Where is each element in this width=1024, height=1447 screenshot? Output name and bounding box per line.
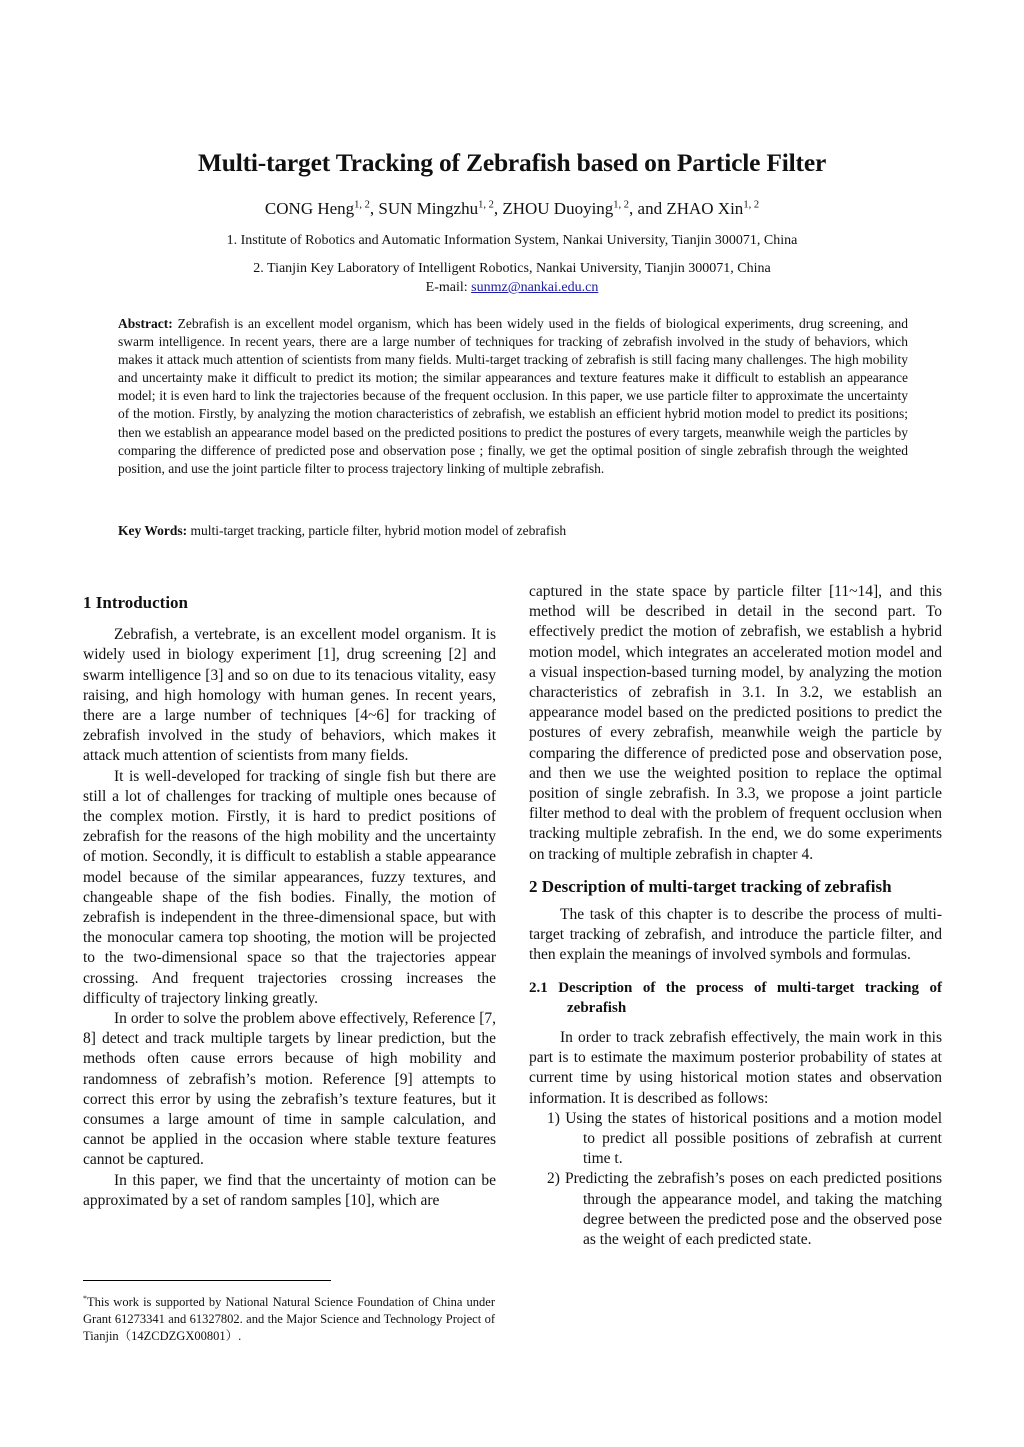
email-link[interactable]: sunmz@nankai.edu.cn xyxy=(471,280,599,295)
list-item: 1) Using the states of historical positions and a motion model to predict all possible positions of zebrafish at current time t. xyxy=(547,1109,942,1168)
keywords xyxy=(118,523,908,539)
keywords-text: multi-target tracking, particle filter, hybrid motion model of zebrafish xyxy=(190,523,567,538)
abstract-text: Zebrafish is an excellent model organism, which has been widely used in the fields of biological experiments, drug screening, and swarm intelligence. In recent years, there are a large number of techniques for tracking of zebrafish involved in the study of behaviors, which makes it attack much attention of scientists from many fields. Multi-target tracking of zebrafish is still facing many challenges. The high mobility and uncertainty make it difficult to predict its motion; the similar appearances and texture features make it difficult to establish an appearance model; it is even hard to link the trajectories because of the frequent occlusion. In this paper, we use particle filter to approximate the uncertainty of the motion. Firstly, by analyzing the motion characteristics of zebrafish, we establish an efficient hybrid motion model to predict its positions; then we establish an appearance model based on the predicted positions to predict the postures of every targets, meanwhile weigh the particles by comparing the difference of predicted pose and observation pose ; finally, we get the optimal position of single zebrafish through the weighted position, and use the joint particle filter to process trajectory linking of multiple zebrafish. xyxy=(118,316,908,476)
footnote-mark: * xyxy=(83,1294,87,1303)
paragraph: The task of this chapter is to describe the process of multi-target tracking of zebrafish, and introduce the particle filter, and then explain the meanings of involved symbols and formulas. xyxy=(529,906,942,964)
author-affiliation: 1, 2 xyxy=(478,199,494,211)
paragraph: Zebrafish, a vertebrate, is an excellent model organism. It is widely used in biology experiment [1], drug screening [2] and swarm intelligence [3] and so on due to its tenacious vitality, easy raising, and high homology with human genes. In recent years, there are a large number of techniques [4~6] for tracking of zebrafish involved in the study of behaviors, which makes it attack much attention of scientists from many fields. xyxy=(83,626,496,765)
footnote xyxy=(83,1290,495,1345)
author-name: ZHAO Xin xyxy=(666,199,744,218)
paper-title: Multi-target Tracking of Zebrafish based on Particle Filter xyxy=(197,148,827,177)
author-affiliation: 1, 2 xyxy=(743,199,760,211)
paragraph: It is well-developed for tracking of single fish but there are still a lot of challenges for tracking of multiple ones because of the complex motion. Firstly, it is hard to predict positions of zebrafish for the reasons of the high mobility and the uncertainty of motion. Secondly, it is difficult to establish a stable appearance model because of the similar appearances, fuzzy textures, and changeable shape of the fish bodies. Finally, the motion of zebrafish is independent in the three-dimensional space, but with the monocular camera top shooting, the motion will be projected to the two-dimensional space so that the trajectories appear crossing. And frequent trajectories crossing increases the difficulty of trajectory linking greatly. xyxy=(83,767,496,1007)
author-affiliation: 1, 2 xyxy=(613,199,630,211)
paragraph: captured in the state space by particle filter [11~14], and this method will be described in detail in the second part. To effectively predict the motion of zebrafish, we establish a hybrid motion model, which integrates an accelerated motion model and a visual inspection-based turning model, by analyzing the motion characteristics of zebrafish in 3.1. In 3.2, we establish an appearance model based on the predicted positions to predict the postures of every zebrafish, meanwhile weigh the particle by comparing the difference of predicted pose and observation pose, and then we use the weighted position to replace the optimal position of single zebrafish. In 3.3, we propose a joint particle filter method to deal with the problem of frequent occlusion when tracking multiple zebrafish. In the end, we do some experiments on tracking of multiple zebrafish in chapter 4. xyxy=(529,583,942,863)
footnote-rule xyxy=(83,1280,331,1281)
abstract xyxy=(118,315,908,478)
abstract-label: Abstract: xyxy=(118,316,173,331)
paragraph: In order to solve the problem above effectively, Reference [7, 8] detect and track multiple targets by linear prediction, but the methods often cause errors because of high mobility and randomness of zebrafish’s motion. Reference [9] attempts to correct this error by using the zebrafish’s texture features, but it consumes a large amount of time in sample calculation, and cannot be applied in the occasion where stable texture features cannot be captured. xyxy=(83,1010,496,1169)
author-name: SUN Mingzhu xyxy=(378,199,479,218)
left-column xyxy=(83,593,496,1211)
author-list: CONG Heng$^{1, 2}$, SUN Mingzhu$^{1, 2}$, ZHOU Duoying$^{1, 2}$, and ZHAO Xin$^{1, 2}$ xyxy=(264,199,760,218)
author-name: ZHOU Duoying xyxy=(502,199,614,218)
affiliation-1: 1. Institute of Robotics and Automatic Information System, Nankai University, Tianjin 300071, China xyxy=(226,233,798,248)
section-heading: 1 Introduction xyxy=(83,593,189,612)
keywords-label: Key Words: xyxy=(118,523,188,538)
paragraph: In order to track zebrafish effectively, the main work in this part is to estimate the maximum posterior probability of states at current time by using historical motion states and observation information. It is described as follows: xyxy=(529,1029,942,1107)
list-item: 2) Predicting the zebrafish’s poses on each predicted positions through the appearance model, and taking the matching degree between the predicted pose and the observed pose as the weight of each predicted state. xyxy=(547,1170,942,1249)
paragraph: In this paper, we find that the uncertainty of motion can be approximated by a set of random samples [10], which are xyxy=(83,1171,496,1209)
email-label: E-mail: xyxy=(425,280,472,295)
email-line xyxy=(0,280,1024,296)
footnote-text: This work is supported by National Natural Science Foundation of China under Grant 61273341 and 61327802. and the Major Science and Technology Project of Tianjin（14ZCDZGX00801）. xyxy=(83,1295,495,1344)
subsection-heading: 2.1 Description of the process of multi-target tracking of zebrafish xyxy=(529,979,942,1016)
section-heading: 2 Description of multi-target tracking of zebrafish xyxy=(529,876,892,896)
affiliation-2: 2. Tianjin Key Laboratory of Intelligent Robotics, Nankai University, Tianjin 300071, China xyxy=(253,261,771,276)
author-affiliation: 1, 2 xyxy=(354,199,370,211)
right-column xyxy=(529,582,942,1250)
author-name: CONG Heng xyxy=(264,199,355,218)
